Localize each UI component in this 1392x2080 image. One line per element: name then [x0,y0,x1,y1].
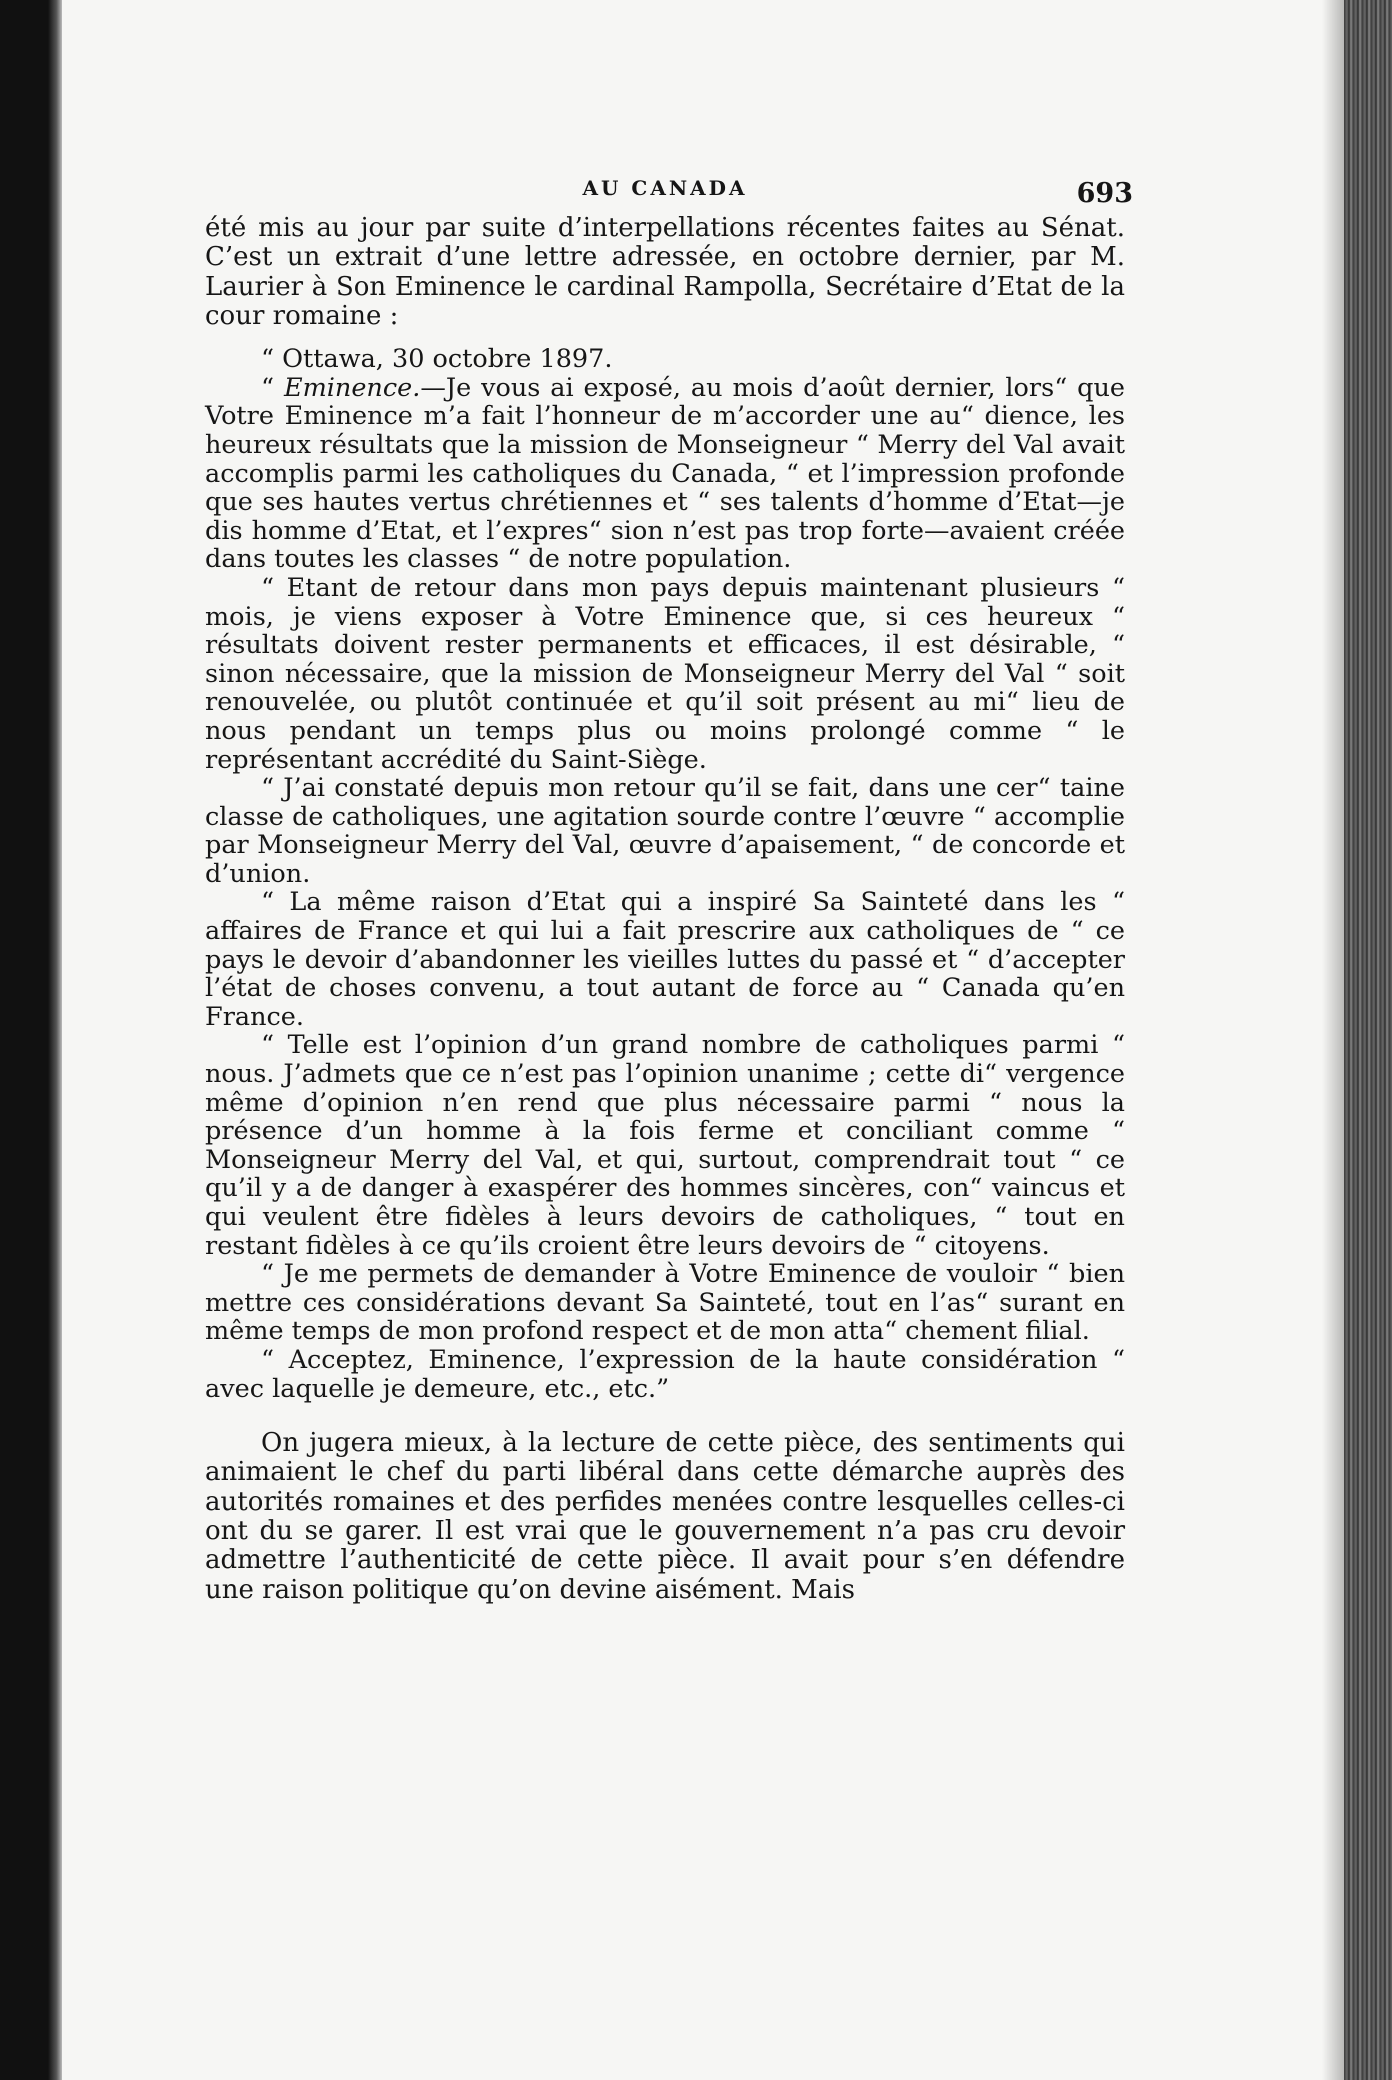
letter-dateline: “ Ottawa, 30 octobre 1897. [261,344,613,375]
letter-paragraph-1 [205,374,1125,574]
letter-paragraph-3: “ J’ai constaté depuis mon retour qu’il se fait, dans une cer“ taine classe de catholiques, une agitation sourde contre l’œuvre “ accomplie par Monseigneur Merry del Val, œuvre d’apaisement, “ de concorde et d’union. [205,773,1125,889]
letter-paragraph-7: “ Acceptez, Eminence, l’expression de la haute considération “ avec laquelle je demeure, etc., etc.” [205,1344,1125,1404]
running-head [205,170,1133,214]
letter-paragraph-5: “ Telle est l’opinion d’un grand nombre de catholiques parmi “ nous. J’admets que ce n’est pas l’opinion unanime ; cette di“ vergence même d’opinion n’en rend que plus nécessaire parmi “ nous la présence d’un homme à la fois ferme et conciliant comme “ Monseigneur Merry del Val, et qui, surtout, comprendrait tout “ ce qu’il y a de danger à exaspérer des hommes sincères, con“ vaincus et qui veulent être fidèles à leurs devoirs de catholiques, “ tout en restant fidèles à ce qu’ils croient être leurs devoirs de “ citoyens. [205,1030,1125,1261]
letter-paragraph-2: “ Etant de retour dans mon pays depuis maintenant plusieurs “ mois, je viens exposer à Votre Eminence que, si ces heureux “ résultats doivent rester permanents et efficaces, il est désirable, “ sinon nécessaire, que la mission de Monseigneur Merry del Val “ soit renouvelée, ou plutôt continuée et qu’il soit présent au mi“ lieu de nous pendant un temps plus ou moins prolongé comme “ le représentant accrédité du Saint-Siège. [205,572,1125,775]
letter-paragraph-4: “ La même raison d’Etat qui a inspiré Sa Sainteté dans les “ affaires de France et qui lui a fait prescrire aux catholiques de “ ce pays le devoir d’abandonner les vieilles luttes du passé et “ d’accepter l’état de choses convenu, a tout autant de force au “ Canada qu’en France. [205,887,1125,1032]
letter-salutation: Eminence. [283,372,421,403]
salutation-prefix: “ [261,372,284,403]
page-stack-edge [1344,0,1392,2080]
letter-paragraph-1-text: —Je vous ai exposé, au mois d’août dernier, lors“ que Votre Eminence m’a fait l’honneur de m’accorder une au“ dience, les heureux résultats que la mission de Monseigneur “ Merry del Val avait accomplis parmi les catholiques du Canada, “ et l’impression profonde que ses hautes vertus chrétiennes et “ ses talents d’homme d’Etat—je dis homme d’Etat, et l’expres“ sion n’est pas trop forte—avaient créée dans toutes les classes “ de notre population. [205,372,1125,575]
letter-paragraph-6: “ Je me permets de demander à Votre Eminence de vouloir “ bien mettre ces considérations devant Sa Sainteté, tout en l’as“ surant en même temps de mon profond respect et de mon atta“ chement filial. [205,1259,1125,1347]
book-page [205,170,1133,1605]
page-number: 693 [1076,178,1133,209]
page-edge-shadow [1322,0,1344,2080]
intro-paragraph: été mis au jour par suite d’interpellations récentes faites au Sénat. C’est un extrait d’une lettre adressée, en octobre dernier, par M. Laurier à Son Eminence le cardinal Rampolla, Secrétaire d’Etat de la cour romaine : [205,213,1125,331]
binding-gradient [48,0,62,2080]
running-title: AU CANADA [582,176,748,200]
closing-paragraph: On jugera mieux, à la lecture de cette pièce, des sentiments qui animaient le chef du parti libéral dans cette démarche auprès des autorités romaines et des perfides menées contre lesquelles celles-ci ont du se garer. Il est vrai que le gouvernement n’a pas cru devoir admettre l’authenticité de cette pièce. Il avait pour s’en défendre une raison politique qu’on devine aisément. Mais [205,1428,1125,1605]
